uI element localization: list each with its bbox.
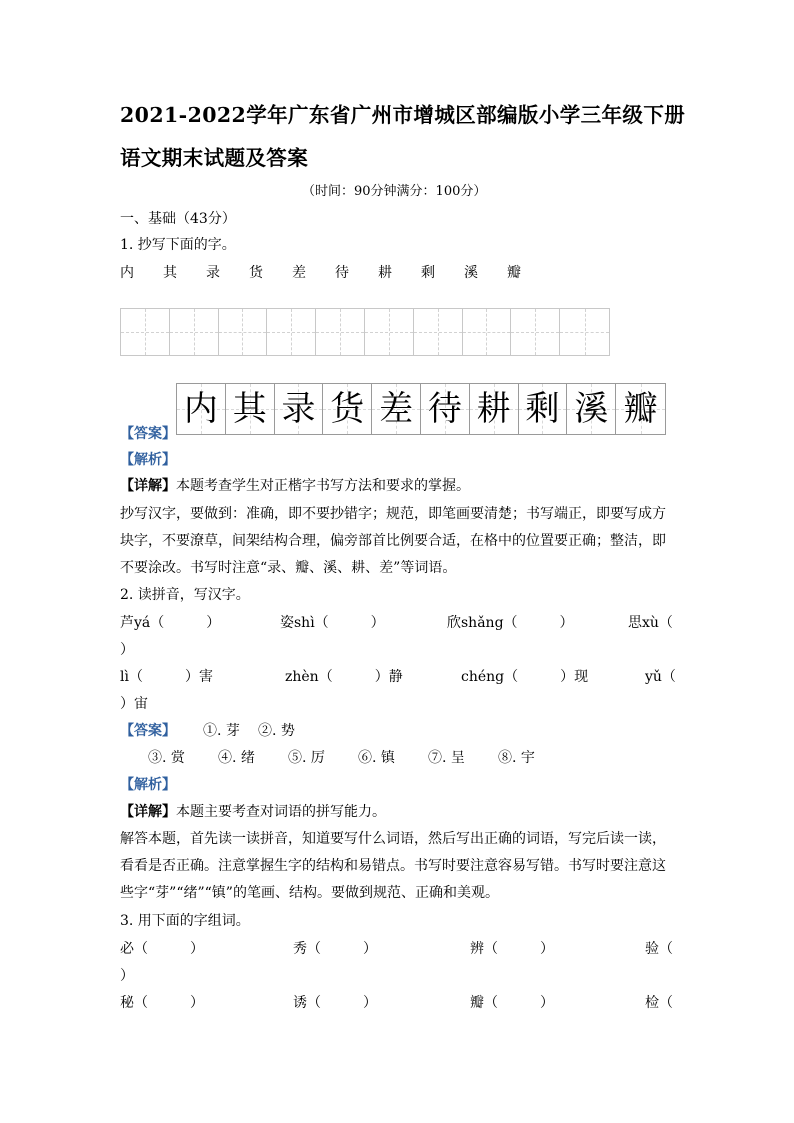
title-line-1: 2021-2022学年广东省广州市增城区部编版小学三年级下册 (120, 103, 686, 127)
q2-explain-line: 解答本题，首先读一读拼音，知道要写什么词语，然后写出正确的词语，写完后读一读， (120, 831, 666, 847)
practice-cell[interactable] (170, 309, 219, 355)
q3-item: 验（ (645, 941, 673, 957)
answer-cell (567, 384, 616, 434)
q1-char: 耕 (378, 265, 392, 281)
q3-item: 诱（ ） (293, 995, 377, 1011)
q2-wrap: ）宙 (120, 696, 148, 712)
q1-explain-line: 抄写汉字，要做到：准确，即不要抄错字；规范，即笔画要清楚；书写端正，即要写成方 (120, 506, 666, 522)
subtitle: （时间：90分钟满分：100分） (302, 184, 487, 199)
practice-cell[interactable] (463, 309, 512, 355)
q1-char: 录 (206, 265, 220, 281)
q2-item: lì（ ）害 (120, 669, 213, 685)
q2-detail-text: 本题主要考查对词语的拼写能力。 (176, 804, 386, 820)
q1-prompt: 1. 抄写下面的字。 (120, 237, 236, 253)
q3-item: 秘（ ） (120, 995, 204, 1011)
q1-detail (120, 475, 470, 495)
q1-char: 剩 (421, 265, 435, 281)
answer-char: 录 (281, 389, 316, 429)
q2-answer: ⑧. 宇 (498, 750, 535, 766)
q2-answer: ②. 势 (258, 723, 295, 739)
practice-cell[interactable] (560, 309, 609, 355)
practice-grid (120, 308, 610, 356)
practice-cell[interactable] (316, 309, 365, 355)
q2-item: zhèn（ ）静 (285, 669, 403, 685)
q1-char: 溪 (464, 265, 478, 281)
q1-char: 瓣 (507, 265, 521, 281)
answer-cell (470, 384, 519, 434)
q1-char: 差 (292, 265, 306, 281)
q2-item: 芦yá（ ） (120, 615, 221, 631)
answer-char: 剩 (525, 389, 560, 429)
practice-cell[interactable] (511, 309, 560, 355)
q3-wrap: ） (120, 968, 134, 984)
q1-explain-line: 不要涂改。书写时注意“录、瓣、溪、耕、差”等词语。 (120, 560, 457, 576)
q1-char: 待 (335, 265, 349, 281)
q2-item: 姿shì（ ） (280, 615, 385, 631)
q2-answer: ⑤. 厉 (288, 750, 325, 766)
section-heading: 一、基础（43分） (120, 211, 236, 227)
answer-cell (177, 384, 226, 434)
q2-detail (120, 801, 386, 821)
q1-detail-text: 本题考查学生对正楷字书写方法和要求的掌握。 (176, 478, 470, 494)
answer-char: 其 (232, 389, 267, 429)
practice-cell[interactable] (121, 309, 170, 355)
q2-answer: ⑦. 呈 (428, 750, 465, 766)
q3-item: 必（ ） (120, 941, 204, 957)
q1-explain-line: 块字，不要潦草，间架结构合理，偏旁部首比例要合适，在格中的位置要正确；整洁，即 (120, 533, 666, 549)
q3-item: 瓣（ ） (470, 995, 554, 1011)
q1-analysis-label: 【解析】 (120, 452, 176, 468)
q2-item: 欣shǎng（ ） (447, 615, 574, 631)
title-line-2: 语文期末试题及答案 (120, 146, 309, 170)
answer-cell (372, 384, 421, 434)
answer-char: 耕 (476, 389, 511, 429)
answer-cell (616, 384, 665, 434)
q2-analysis-label: 【解析】 (120, 777, 176, 793)
q3-prompt: 3. 用下面的字组词。 (120, 913, 250, 929)
answer-char: 货 (330, 389, 365, 429)
q2-answer: ⑥. 镇 (358, 750, 395, 766)
q2-item: yǔ（ (645, 669, 676, 685)
answer-char: 待 (427, 389, 462, 429)
answer-cell (226, 384, 275, 434)
q2-item: chéng（ ）现 (461, 669, 589, 685)
q1-char: 货 (249, 265, 263, 281)
q1-char: 其 (163, 265, 177, 281)
answer-cell (275, 384, 324, 434)
q3-item: 辨（ ） (470, 941, 554, 957)
answer-cell (323, 384, 372, 434)
q2-answer: ①. 芽 (203, 723, 240, 739)
practice-cell[interactable] (414, 309, 463, 355)
q1-answer-label: 【答案】 (120, 426, 176, 442)
q2-answer-label: 【答案】 (120, 723, 176, 739)
q2-detail-label: 【详解】 (120, 804, 176, 820)
q2-explain-line: 些字“芽”“绪”“镇”的笔画、结构。要做到规范、正确和美观。 (120, 885, 499, 901)
answer-cell (421, 384, 470, 434)
q2-item: 思xù（ (628, 615, 673, 631)
q2-answer: ④. 绪 (218, 750, 255, 766)
q2-explain-line: 看看是否正确。注意掌握生字的结构和易错点。书写时要注意容易写错。书写时要注意这 (120, 858, 666, 874)
answer-char: 内 (183, 389, 218, 429)
practice-cell[interactable] (267, 309, 316, 355)
q3-item: 秀（ ） (293, 941, 377, 957)
practice-cell[interactable] (219, 309, 268, 355)
q1-char: 内 (120, 265, 134, 281)
answer-char: 溪 (574, 389, 609, 429)
answer-grid (176, 383, 666, 435)
answer-char: 瓣 (623, 389, 658, 429)
q2-wrap: ） (120, 642, 134, 658)
q1-detail-label: 【详解】 (120, 478, 176, 494)
q2-answer: ③. 赏 (148, 750, 185, 766)
practice-cell[interactable] (365, 309, 414, 355)
answer-char: 差 (379, 389, 414, 429)
answer-cell (519, 384, 568, 434)
q3-item: 检（ (645, 995, 673, 1011)
q2-prompt: 2. 读拼音，写汉字。 (120, 587, 250, 603)
